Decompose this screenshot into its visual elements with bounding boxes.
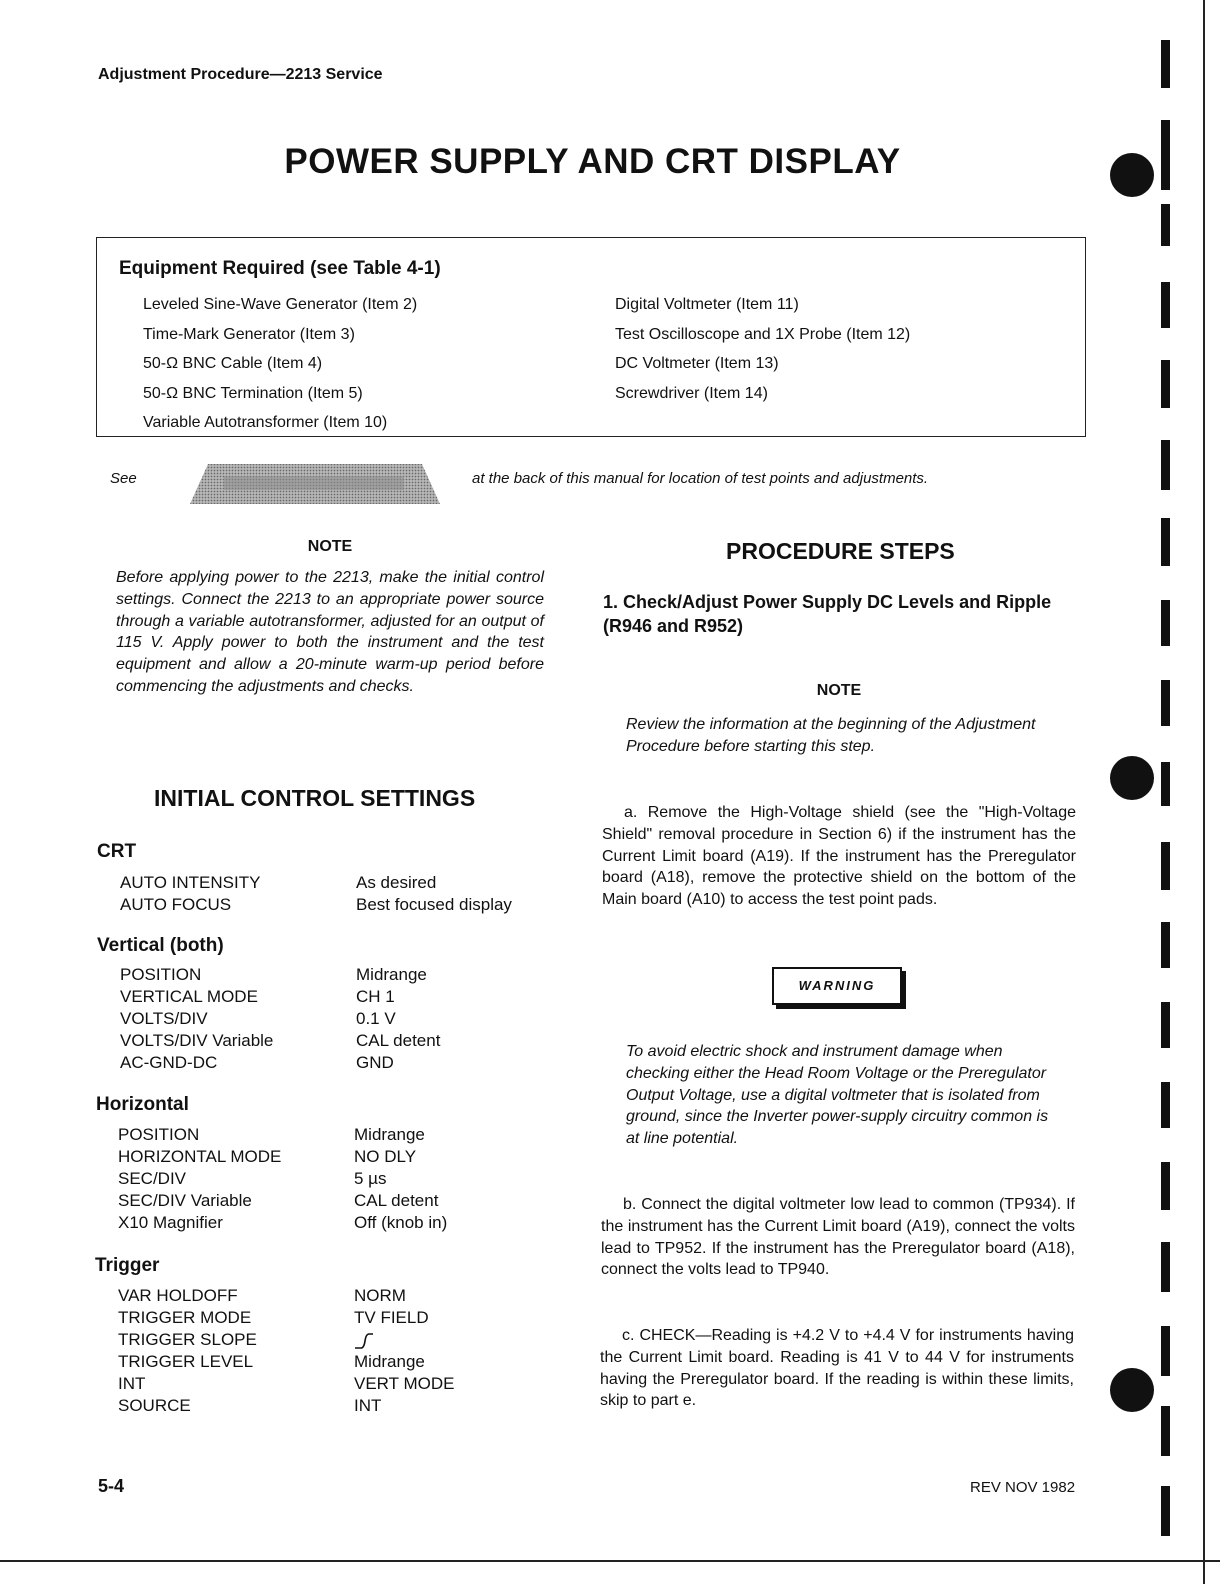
- page-edge-rule: [1203, 0, 1205, 1584]
- change-bar: [1161, 1082, 1170, 1128]
- change-bar: [1161, 1002, 1170, 1048]
- settings-group-crt: CRT: [97, 841, 137, 862]
- setting-value: Off (knob in): [354, 1213, 448, 1232]
- page-number: 5-4: [98, 1476, 125, 1496]
- setting-value: NORM: [354, 1286, 406, 1305]
- see-prefix: See: [110, 470, 137, 487]
- setting-label: AUTO FOCUS: [120, 895, 232, 914]
- change-bar: [1161, 922, 1170, 968]
- rising-slope-icon: [354, 1332, 374, 1350]
- setting-value: GND: [356, 1053, 394, 1072]
- setting-label: AC-GND-DC: [120, 1053, 218, 1072]
- setting-value: 5 µs: [354, 1169, 387, 1188]
- change-bar: [1161, 1406, 1170, 1456]
- equipment-item: Digital Voltmeter (Item 11): [615, 296, 799, 313]
- settings-group-vertical: Vertical (both): [97, 935, 224, 956]
- change-bar: [1161, 600, 1170, 646]
- change-bar: [1161, 1326, 1170, 1376]
- adjustment-locations-tab-icon: [186, 460, 442, 506]
- note-heading: NOTE: [307, 538, 353, 555]
- warning-text: To avoid electric shock and instrument damage when checking either the Head Room Voltage or the Preregulator Output Voltage, use a digital voltmeter that is isolated from ground, since the Inverter power-supply circuitry common is at line potential.: [626, 1043, 1049, 1148]
- equipment-list-right: [615, 290, 910, 408]
- setting-label: TRIGGER MODE: [118, 1308, 252, 1327]
- setting-label: SOURCE: [118, 1396, 191, 1415]
- binding-hole-icon: [1110, 756, 1154, 800]
- equipment-list-left: [143, 290, 417, 438]
- setting-value: As desired: [356, 873, 437, 892]
- setting-label: VAR HOLDOFF: [118, 1286, 238, 1305]
- setting-value: CAL detent: [354, 1191, 439, 1210]
- setting-value: Midrange: [354, 1125, 425, 1144]
- running-head: Adjustment Procedure—2213 Service: [98, 66, 383, 83]
- change-bar: [1161, 440, 1170, 490]
- setting-label: SEC/DIV: [118, 1169, 187, 1188]
- setting-value: TV FIELD: [354, 1308, 429, 1327]
- setting-label: X10 Magnifier: [118, 1213, 223, 1232]
- settings-group-horizontal: Horizontal: [96, 1094, 189, 1115]
- equipment-item: DC Voltmeter (Item 13): [615, 355, 779, 372]
- change-bar: [1161, 1486, 1170, 1536]
- setting-value: Midrange: [354, 1352, 425, 1371]
- equipment-item: Test Oscilloscope and 1X Probe (Item 12): [615, 325, 911, 343]
- setting-value: CH 1: [356, 987, 395, 1006]
- equipment-item: 50-Ω BNC Termination (Item 5): [143, 384, 363, 402]
- change-bar: [1161, 762, 1170, 806]
- procedure-heading: PROCEDURE STEPS: [726, 538, 955, 564]
- setting-value: 0.1 V: [356, 1009, 396, 1028]
- binding-hole-icon: [1110, 153, 1154, 197]
- setting-label: POSITION: [120, 965, 202, 984]
- equipment-item: 50-Ω BNC Cable (Item 4): [143, 355, 323, 372]
- setting-value: NO DLY: [354, 1147, 417, 1166]
- setting-value: Best focused display: [356, 895, 512, 914]
- change-bar: [1161, 204, 1170, 246]
- paragraph-b: b. Connect the digital voltmeter low lead to common (TP934). If the instrument has the Current Limit board (A19), connect the volts lead to TP952. If the instrument has the Preregulator board (A18), connect the volts lead to TP940.: [601, 1196, 1075, 1279]
- change-bar: [1161, 1162, 1170, 1210]
- see-suffix: at the back of this manual for location of test points and adjustments.: [472, 470, 929, 487]
- note-text: Before applying power to the 2213, make the initial control settings. Connect the 2213 to an appropriate power source through a variable autotransformer, adjusted for an output of 115 V. Apply power to both the instrument and the test equipment and allow a 20-minute warm-up period before commencing the adjustments and checks.: [116, 569, 544, 695]
- revision-date: REV NOV 1982: [970, 1479, 1076, 1496]
- warning-label: WARNING: [772, 967, 902, 1005]
- setting-label: HORIZONTAL MODE: [118, 1147, 282, 1166]
- binding-hole-icon: [1110, 1368, 1154, 1412]
- change-bar: [1161, 680, 1170, 726]
- change-bar: [1161, 518, 1170, 566]
- setting-label: AUTO INTENSITY: [120, 873, 261, 892]
- setting-value: INT: [354, 1396, 382, 1415]
- equipment-item: Time-Mark Generator (Item 3): [143, 325, 355, 343]
- change-bar: [1161, 120, 1170, 190]
- step-note-text: Review the information at the beginning of the Adjustment Procedure before starting this step.: [626, 716, 1036, 755]
- step-1-title: 1. Check/Adjust Power Supply DC Levels and Ripple (R946 and R952): [603, 592, 1052, 636]
- setting-label: VERTICAL MODE: [120, 987, 258, 1006]
- change-bar: [1161, 1242, 1170, 1292]
- equipment-item: Variable Autotransformer (Item 10): [143, 414, 388, 431]
- equipment-item: Screwdriver (Item 14): [615, 384, 768, 402]
- change-bar: [1161, 842, 1170, 890]
- change-bar: [1161, 360, 1170, 408]
- step-note-heading: NOTE: [816, 682, 862, 699]
- setting-label: SEC/DIV Variable: [118, 1191, 252, 1210]
- page-bottom-rule: [0, 1560, 1220, 1562]
- change-bar: [1161, 40, 1170, 88]
- paragraph-a: a. Remove the High-Voltage shield (see the "High-Voltage Shield" removal procedure in Section 6) if the instrument has the Current Limit board (A19). If the instrument has the Preregulator board (A18), remove the protective shield on the bottom of the Main board (A10) to access the test point pads.: [602, 804, 1076, 909]
- setting-value: CAL detent: [356, 1031, 441, 1050]
- equipment-required-box: [96, 237, 1086, 437]
- equipment-heading: Equipment Required (see Table 4-1): [119, 258, 441, 279]
- setting-label: TRIGGER SLOPE: [118, 1330, 257, 1349]
- equipment-item: Leveled Sine-Wave Generator (Item 2): [143, 296, 418, 313]
- change-bar: [1161, 282, 1170, 328]
- page-title: POWER SUPPLY AND CRT DISPLAY: [284, 142, 901, 181]
- setting-label: VOLTS/DIV: [120, 1009, 208, 1028]
- setting-label: VOLTS/DIV Variable: [120, 1031, 274, 1050]
- settings-group-trigger: Trigger: [95, 1255, 160, 1276]
- setting-value: VERT MODE: [354, 1374, 455, 1393]
- setting-label: TRIGGER LEVEL: [118, 1352, 254, 1371]
- setting-label: POSITION: [118, 1125, 200, 1144]
- initial-settings-heading: INITIAL CONTROL SETTINGS: [154, 785, 476, 811]
- paragraph-c: c. CHECK—Reading is +4.2 V to +4.4 V for instruments having the Current Limit board. Reading is 41 V to 44 V for instruments having the Preregulator board. If the reading is within these limits, skip to part e.: [600, 1327, 1074, 1410]
- setting-label: INT: [118, 1374, 146, 1393]
- setting-value: Midrange: [356, 965, 427, 984]
